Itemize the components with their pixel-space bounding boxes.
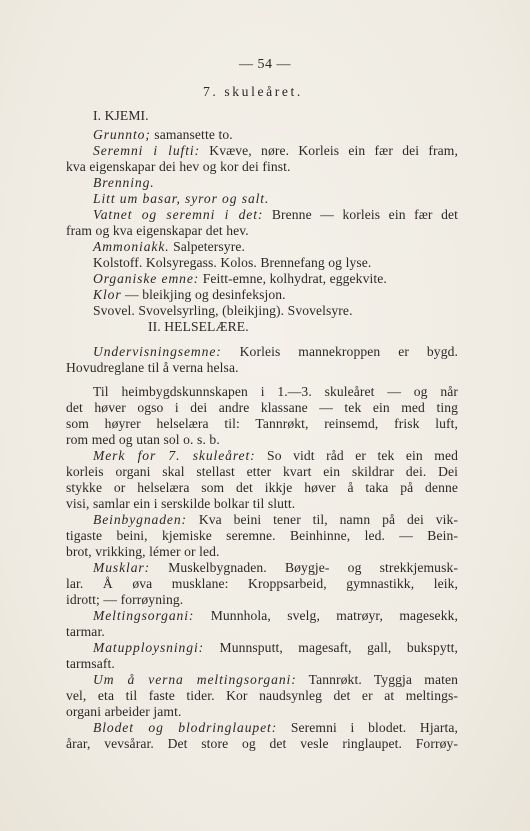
section2-line	[66, 416, 458, 432]
section2-line	[66, 432, 220, 448]
line-text: kva eigenskapar dei hev og kor dei finst.	[66, 159, 291, 174]
line-text: stykke or helselæra som det ikkje høver å taka på denne	[66, 480, 458, 495]
section1-line	[66, 159, 291, 175]
section2-line	[66, 592, 183, 608]
line-lead-italic: Klor	[93, 287, 122, 302]
line-text: tarmsaft.	[66, 656, 115, 671]
line-lead-italic: Grunnto;	[93, 127, 151, 142]
section2-line	[66, 736, 458, 752]
line-text: samansette to.	[150, 127, 233, 142]
section1-line	[93, 191, 269, 207]
section2-line	[66, 656, 115, 672]
section1-line	[93, 143, 458, 159]
line-text: Seremni i blodet. Hjarta,	[277, 720, 458, 735]
section1-line	[93, 127, 233, 143]
page-number: — 54 —	[239, 57, 291, 72]
section2-line	[93, 608, 458, 624]
line-text: Feitt-emne, kolhydrat, eggekvite.	[199, 271, 387, 286]
section2-line	[66, 528, 458, 544]
line-text: korleis organi skal stellast etter kvart ein skildrar dei. Dei	[66, 464, 458, 479]
line-lead-italic: Merk for 7. skuleåret:	[93, 448, 256, 463]
section1-line	[93, 175, 155, 191]
line-text: lar. Å øva musklane: Kroppsarbeid, gymnastikk, leik,	[66, 576, 458, 591]
line-lead-italic: Meltingsorgani:	[93, 608, 195, 623]
line-lead-italic: Brenning.	[93, 175, 155, 190]
line-text: Muskelbygnaden. Bøygje- og strekkjemusk-	[150, 560, 458, 575]
line-text: Korleis mannekroppen er bygd.	[221, 344, 458, 359]
section-heading-kjemi	[93, 108, 149, 124]
line-lead-italic: Blodet og blodringlaupet:	[93, 720, 278, 735]
section2-line	[93, 640, 458, 656]
line-text: fram og kva eigenskapar det hev.	[66, 223, 249, 238]
line-lead-italic: Litt um basar, syror og salt.	[93, 191, 270, 206]
line-lead-italic: Musklar:	[93, 560, 151, 575]
line-lead-italic: Um å verna meltingsorgani:	[93, 672, 297, 687]
line-text: Brenne — korleis ein fær det	[263, 207, 458, 222]
line-lead-italic: Organiske emne:	[93, 271, 200, 286]
line-text: brot, vrikking, lémer or led.	[66, 544, 220, 559]
section2-line	[66, 496, 295, 512]
line-lead-italic: Beinbygnaden:	[93, 512, 187, 527]
line-text: Kva beini tener til, namn på dei vik-	[187, 512, 458, 527]
line-lead-italic: Vatnet og seremni i det:	[93, 207, 264, 222]
section-heading-helselaere-text: II. HELSELÆRE.	[148, 319, 249, 334]
line-text: vel, eta til faste tider. Kor naudsynleg det er at meltings-	[66, 688, 458, 703]
section2-line	[66, 360, 239, 376]
line-lead-italic: Seremni i lufti:	[93, 143, 200, 158]
section2-line	[93, 448, 458, 464]
section2-line	[66, 576, 458, 592]
line-text: årar, vevsårar. Det store og det vesle ringlaupet. Forrøy-	[66, 736, 458, 751]
line-text: Svovel. Svovelsyrling, (bleikjing). Svovelsyre.	[93, 303, 353, 318]
line-text: visi, samlar ein i serskilde bolkar til slutt.	[66, 496, 296, 511]
line-text: tigaste beini, kjemiske seremne. Beinhinne, led. — Bein-	[66, 528, 458, 543]
section2-line	[66, 688, 458, 704]
line-text: Til heimbygdskunnskapen i 1.—3. skuleåret — og når	[93, 384, 458, 399]
line-text: Hovudreglane til å verna helsa.	[66, 360, 239, 375]
section2-line	[93, 384, 458, 400]
section2-line	[66, 704, 181, 720]
line-text: organi arbeider jamt.	[66, 704, 182, 719]
section-heading-kjemi-text: I. KJEMI.	[93, 108, 149, 123]
line-text: idrott; — forrøyning.	[66, 592, 184, 607]
section1-line	[93, 271, 387, 287]
line-text: Kolstoff. Kolsyregass. Kolos. Brennefang og lyse.	[93, 255, 372, 270]
section2-line	[66, 544, 220, 560]
line-lead-italic: Ammoniakk.	[93, 239, 170, 254]
line-lead-italic: Matupploysningi:	[93, 640, 205, 655]
line-text: som høyrer helselæra til: Tannrøkt, reinsemd, frisk luft,	[66, 416, 458, 431]
line-lead-italic: Undervisningsemne:	[93, 344, 222, 359]
section2-line	[93, 672, 458, 688]
section1-line	[93, 287, 286, 303]
line-text: det høver ogso i dei andre klassane — tek ein med ting	[66, 400, 458, 415]
section2-line	[93, 560, 458, 576]
section2-line	[66, 464, 458, 480]
section1-line	[93, 239, 245, 255]
line-text: — bleikjing og desinfeksjon.	[121, 287, 286, 302]
section2-line	[93, 720, 458, 736]
section1-line	[93, 207, 458, 223]
grade-heading: 7. skuleåret.	[203, 84, 303, 99]
line-text: Tannrøkt. Tyggja maten	[296, 672, 458, 687]
section1-line	[66, 223, 249, 239]
section2-line	[66, 400, 458, 416]
section1-line	[93, 303, 353, 319]
line-text: So vidt råd er tek ein med	[255, 448, 459, 463]
line-text: Munnsputt, magesaft, gall, bukspytt,	[204, 640, 458, 655]
section1-line	[93, 255, 371, 271]
section2-line	[93, 344, 458, 360]
line-text: tarmar.	[66, 624, 105, 639]
line-text: Kvæve, nøre. Korleis ein fær dei fram,	[200, 143, 458, 158]
line-text: rom med og utan sol o. s. b.	[66, 432, 220, 447]
line-text: Munnhola, svelg, matrøyr, magesekk,	[194, 608, 458, 623]
section2-line	[93, 512, 458, 528]
line-text: Salpetersyre.	[169, 239, 245, 254]
section2-line	[66, 480, 458, 496]
section2-line	[66, 624, 105, 640]
section-heading-helselaere	[148, 319, 249, 335]
